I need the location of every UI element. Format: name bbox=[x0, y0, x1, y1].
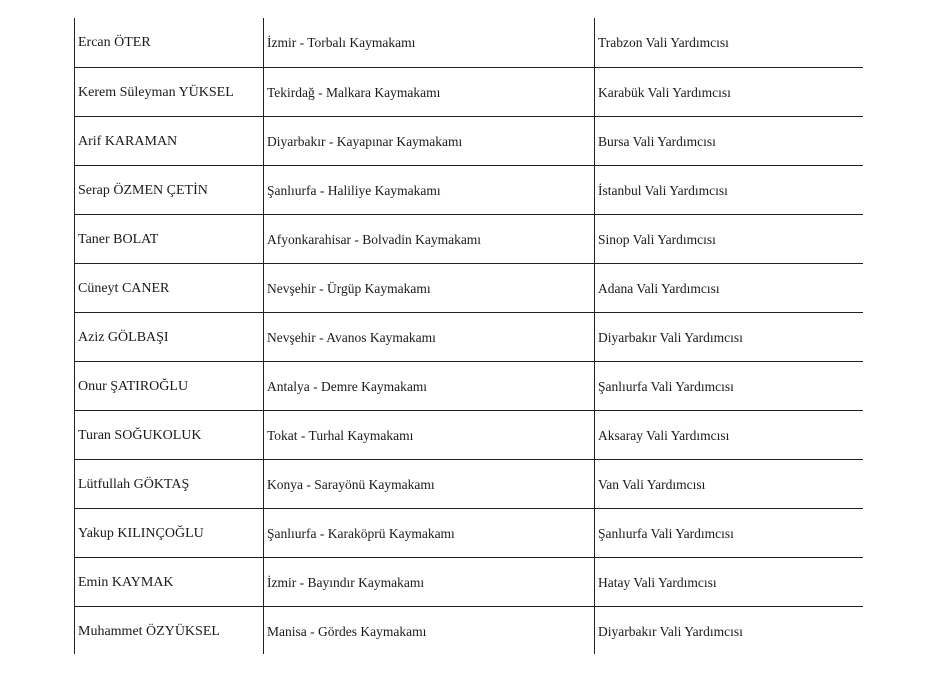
person-name: Turan SOĞUKOLUK bbox=[78, 427, 202, 443]
current-post-cell bbox=[263, 116, 594, 165]
new-post-cell bbox=[594, 165, 863, 214]
table-row bbox=[74, 410, 863, 459]
current-post: Şanlıurfa - Karaköprü Kaymakamı bbox=[267, 525, 455, 541]
new-post: Van Vali Yardımcısı bbox=[598, 476, 706, 492]
person-name-cell bbox=[74, 361, 263, 410]
person-name-cell bbox=[74, 410, 263, 459]
person-name-cell bbox=[74, 67, 263, 116]
new-post: Karabük Vali Yardımcısı bbox=[598, 84, 731, 100]
table-row bbox=[74, 116, 863, 165]
person-name: Ercan ÖTER bbox=[78, 35, 151, 51]
current-post-cell bbox=[263, 410, 594, 459]
new-post-cell bbox=[594, 606, 863, 655]
new-post-cell bbox=[594, 116, 863, 165]
table-row bbox=[74, 165, 863, 214]
person-name-cell bbox=[74, 263, 263, 312]
current-post-cell bbox=[263, 361, 594, 410]
table-row bbox=[74, 606, 863, 655]
current-post-cell bbox=[263, 67, 594, 116]
person-name-cell bbox=[74, 18, 263, 67]
new-post: Bursa Vali Yardımcısı bbox=[598, 133, 716, 149]
person-name: Muhammet ÖZYÜKSEL bbox=[78, 623, 220, 639]
person-name-cell bbox=[74, 165, 263, 214]
table-row bbox=[74, 214, 863, 263]
person-name: Emin KAYMAK bbox=[78, 574, 174, 590]
new-post-cell bbox=[594, 18, 863, 67]
new-post-cell bbox=[594, 459, 863, 508]
person-name: Aziz GÖLBAŞI bbox=[78, 329, 169, 345]
current-post: Nevşehir - Avanos Kaymakamı bbox=[267, 329, 436, 345]
current-post-cell bbox=[263, 459, 594, 508]
new-post: Hatay Vali Yardımcısı bbox=[598, 574, 717, 590]
person-name: Arif KARAMAN bbox=[78, 133, 178, 149]
table-row bbox=[74, 18, 863, 67]
new-post-cell bbox=[594, 508, 863, 557]
current-post: Nevşehir - Ürgüp Kaymakamı bbox=[267, 280, 431, 296]
person-name-cell bbox=[74, 459, 263, 508]
person-name: Cüneyt CANER bbox=[78, 280, 170, 296]
current-post-cell bbox=[263, 18, 594, 67]
new-post: Trabzon Vali Yardımcısı bbox=[598, 35, 729, 51]
table-row bbox=[74, 67, 863, 116]
person-name: Yakup KILINÇOĞLU bbox=[78, 525, 204, 541]
table-row bbox=[74, 312, 863, 361]
current-post: Tekirdağ - Malkara Kaymakamı bbox=[267, 84, 441, 100]
table-row bbox=[74, 508, 863, 557]
person-name-cell bbox=[74, 557, 263, 606]
person-name: Taner BOLAT bbox=[78, 231, 159, 247]
new-post: Adana Vali Yardımcısı bbox=[598, 280, 720, 296]
new-post: Şanlıurfa Vali Yardımcısı bbox=[598, 378, 734, 394]
table-row bbox=[74, 557, 863, 606]
person-name: Lütfullah GÖKTAŞ bbox=[78, 476, 190, 492]
current-post-cell bbox=[263, 508, 594, 557]
person-name-cell bbox=[74, 312, 263, 361]
current-post-cell bbox=[263, 557, 594, 606]
current-post: İzmir - Torbalı Kaymakamı bbox=[267, 35, 416, 51]
new-post: İstanbul Vali Yardımcısı bbox=[598, 182, 728, 198]
new-post: Aksaray Vali Yardımcısı bbox=[598, 427, 730, 443]
table-row bbox=[74, 459, 863, 508]
new-post-cell bbox=[594, 214, 863, 263]
new-post: Şanlıurfa Vali Yardımcısı bbox=[598, 525, 734, 541]
person-name-cell bbox=[74, 116, 263, 165]
current-post: Konya - Sarayönü Kaymakamı bbox=[267, 476, 435, 492]
person-name-cell bbox=[74, 214, 263, 263]
current-post: Şanlıurfa - Haliliye Kaymakamı bbox=[267, 182, 441, 198]
new-post-cell bbox=[594, 67, 863, 116]
current-post: İzmir - Bayındır Kaymakamı bbox=[267, 574, 425, 590]
current-post: Antalya - Demre Kaymakamı bbox=[267, 378, 428, 394]
person-name-cell bbox=[74, 606, 263, 655]
appointments-table bbox=[74, 18, 863, 655]
current-post: Diyarbakır - Kayapınar Kaymakamı bbox=[267, 133, 463, 149]
new-post: Sinop Vali Yardımcısı bbox=[598, 231, 716, 247]
current-post-cell bbox=[263, 214, 594, 263]
current-post: Tokat - Turhal Kaymakamı bbox=[267, 427, 414, 443]
new-post: Diyarbakır Vali Yardımcısı bbox=[598, 329, 743, 345]
table-row bbox=[74, 361, 863, 410]
new-post-cell bbox=[594, 263, 863, 312]
current-post-cell bbox=[263, 165, 594, 214]
table-row bbox=[74, 263, 863, 312]
person-name-cell bbox=[74, 508, 263, 557]
person-name: Kerem Süleyman YÜKSEL bbox=[78, 84, 234, 100]
new-post-cell bbox=[594, 557, 863, 606]
current-post-cell bbox=[263, 606, 594, 655]
new-post: Diyarbakır Vali Yardımcısı bbox=[598, 623, 743, 639]
new-post-cell bbox=[594, 312, 863, 361]
new-post-cell bbox=[594, 361, 863, 410]
new-post-cell bbox=[594, 410, 863, 459]
person-name: Serap ÖZMEN ÇETİN bbox=[78, 182, 208, 198]
person-name: Onur ŞATIROĞLU bbox=[78, 378, 189, 394]
current-post: Manisa - Gördes Kaymakamı bbox=[267, 623, 427, 639]
current-post-cell bbox=[263, 312, 594, 361]
current-post-cell bbox=[263, 263, 594, 312]
current-post: Afyonkarahisar - Bolvadin Kaymakamı bbox=[267, 231, 482, 247]
